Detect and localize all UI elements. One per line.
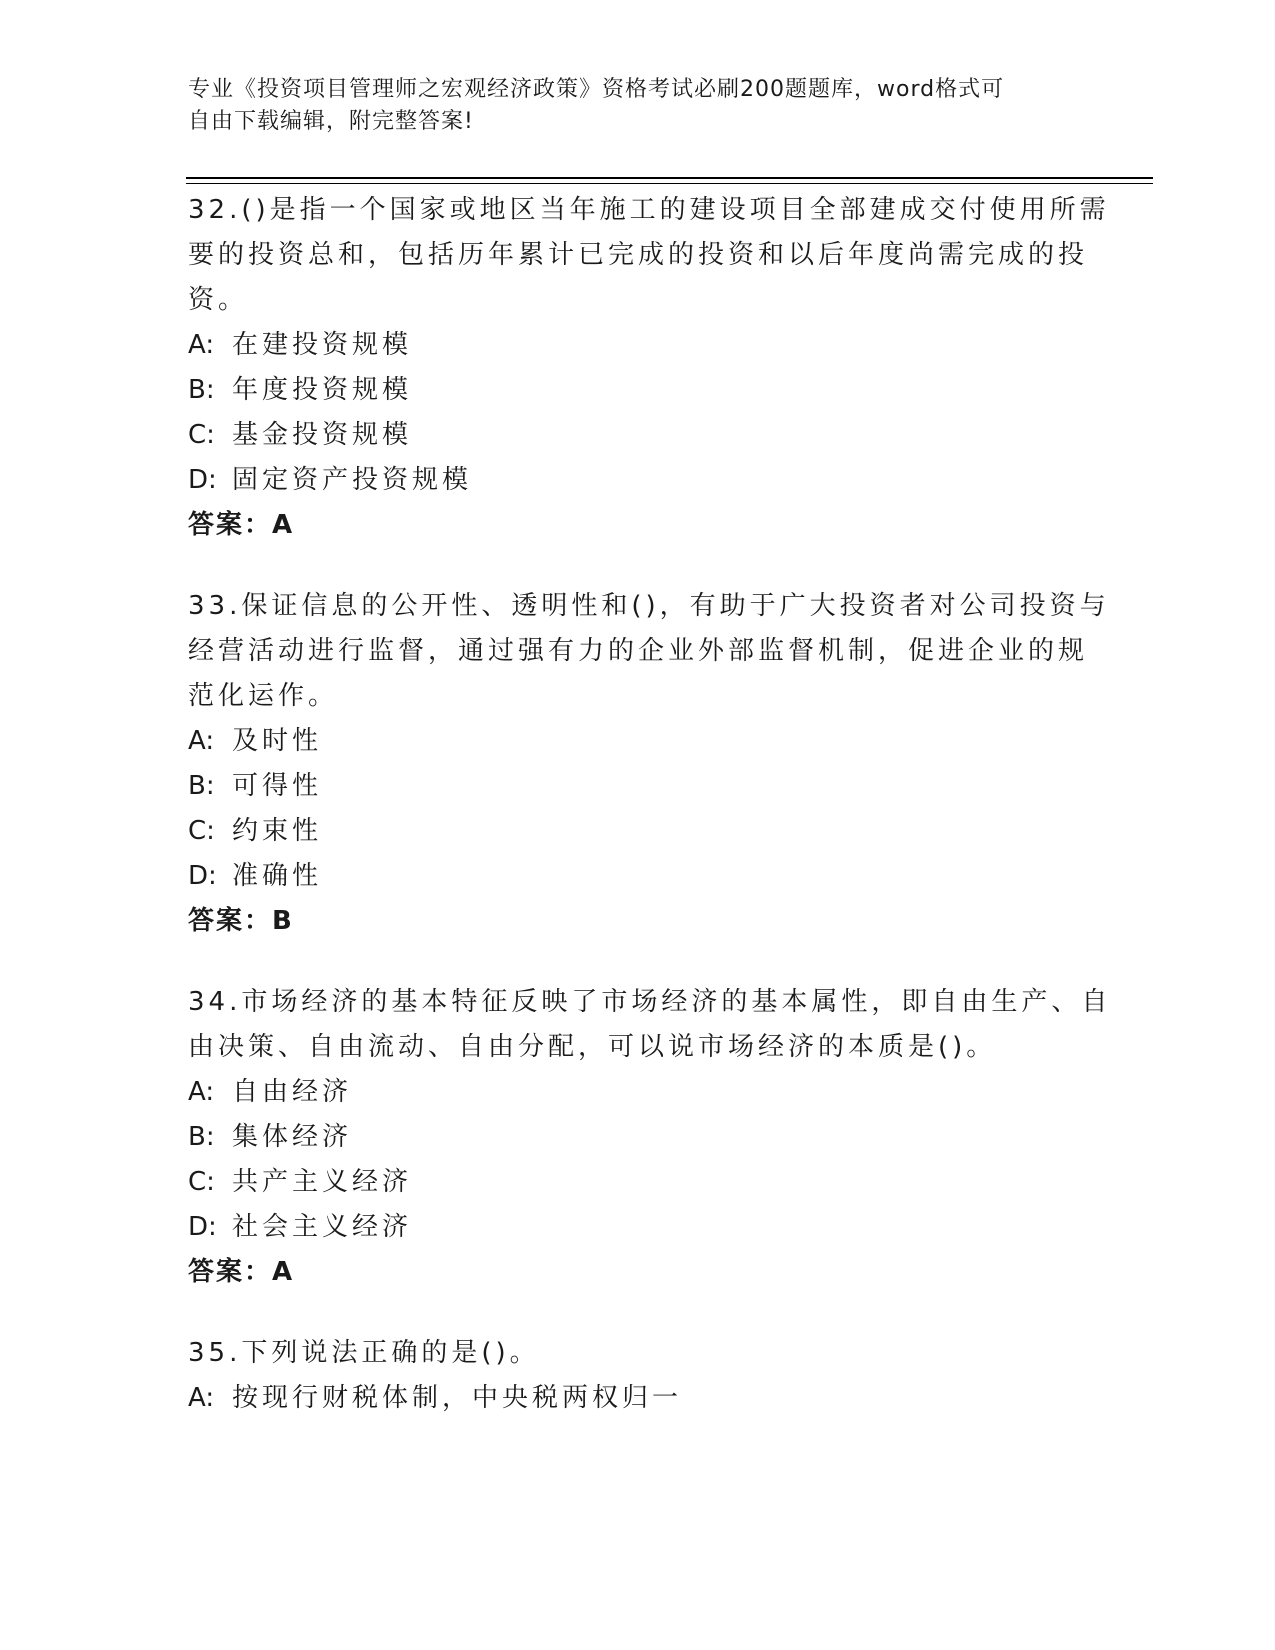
option-c — [188, 413, 1088, 458]
option-text: 在建投资规模 — [232, 330, 413, 360]
option-key: A: — [188, 726, 215, 756]
option-key: D: — [188, 465, 217, 495]
answer-label: 答案：B — [188, 906, 294, 936]
question-33 — [188, 584, 1110, 944]
question-text-line: 要的投资总和，包括历年累计已完成的投资和以后年度尚需完成的投 — [188, 240, 1089, 270]
option-b — [188, 764, 1088, 809]
option-text: 社会主义经济 — [232, 1212, 413, 1242]
question-text-line: 32.()是指一个国家或地区当年施工的建设项目全部建成交付使用所需 — [188, 195, 1110, 225]
option-c — [188, 809, 1088, 854]
option-d — [188, 1205, 1088, 1250]
answer-label: 答案：A — [188, 1257, 295, 1287]
header-line-2: 自由下载编辑，附完整答案! — [188, 109, 474, 134]
question-text-line: 33.保证信息的公开性、透明性和()，有助于广大投资者对公司投资与 — [188, 591, 1110, 621]
question-text-line: 34.市场经济的基本特征反映了市场经济的基本属性，即自由生产、自 — [188, 987, 1112, 1017]
option-key: D: — [188, 861, 217, 891]
question-text-line: 范化运作。 — [188, 681, 339, 711]
option-key: A: — [188, 330, 215, 360]
question-32 — [188, 188, 1110, 548]
option-key: B: — [188, 375, 215, 405]
option-text: 约束性 — [232, 816, 323, 846]
question-text-line: 资。 — [188, 285, 249, 315]
option-key: A: — [188, 1077, 215, 1107]
question-35 — [188, 1331, 1088, 1421]
option-key: C: — [188, 816, 215, 846]
option-text: 共产主义经济 — [232, 1167, 413, 1197]
header-rule-thick — [186, 177, 1153, 179]
option-a — [188, 1376, 1088, 1421]
option-text: 准确性 — [232, 861, 323, 891]
question-text-line: 35.下列说法正确的是()。 — [188, 1338, 540, 1368]
option-key: B: — [188, 1122, 215, 1152]
option-text: 年度投资规模 — [232, 375, 413, 405]
option-text: 按现行财税体制，中央税两权归一 — [232, 1383, 683, 1413]
option-c — [188, 1160, 1088, 1205]
option-b — [188, 368, 1088, 413]
option-text: 基金投资规模 — [232, 420, 413, 450]
question-text-line: 由决策、自由流动、自由分配，可以说市场经济的本质是()。 — [188, 1032, 997, 1062]
option-key: D: — [188, 1212, 217, 1242]
option-text: 及时性 — [232, 726, 323, 756]
option-text: 自由经济 — [232, 1077, 353, 1107]
option-a — [188, 323, 1088, 368]
option-b — [188, 1115, 1088, 1160]
option-text: 可得性 — [232, 771, 323, 801]
option-d — [188, 854, 1088, 899]
option-d — [188, 458, 1088, 503]
header-rule-thin — [186, 183, 1153, 184]
option-key: C: — [188, 420, 215, 450]
option-text: 集体经济 — [232, 1122, 353, 1152]
answer-label: 答案：A — [188, 510, 295, 540]
option-text: 固定资产投资规模 — [232, 465, 473, 495]
question-text-line: 经营活动进行监督，通过强有力的企业外部监督机制，促进企业的规 — [188, 636, 1089, 666]
header-line-1: 专业《投资项目管理师之宏观经济政策》资格考试必刷200题题库，word格式可 — [188, 77, 1005, 102]
option-key: C: — [188, 1167, 215, 1197]
option-key: B: — [188, 771, 215, 801]
option-a — [188, 719, 1088, 764]
question-34 — [188, 980, 1112, 1295]
option-a — [188, 1070, 1088, 1115]
option-key: A: — [188, 1383, 215, 1413]
document-header — [188, 74, 1088, 138]
question-list — [188, 188, 1112, 1457]
